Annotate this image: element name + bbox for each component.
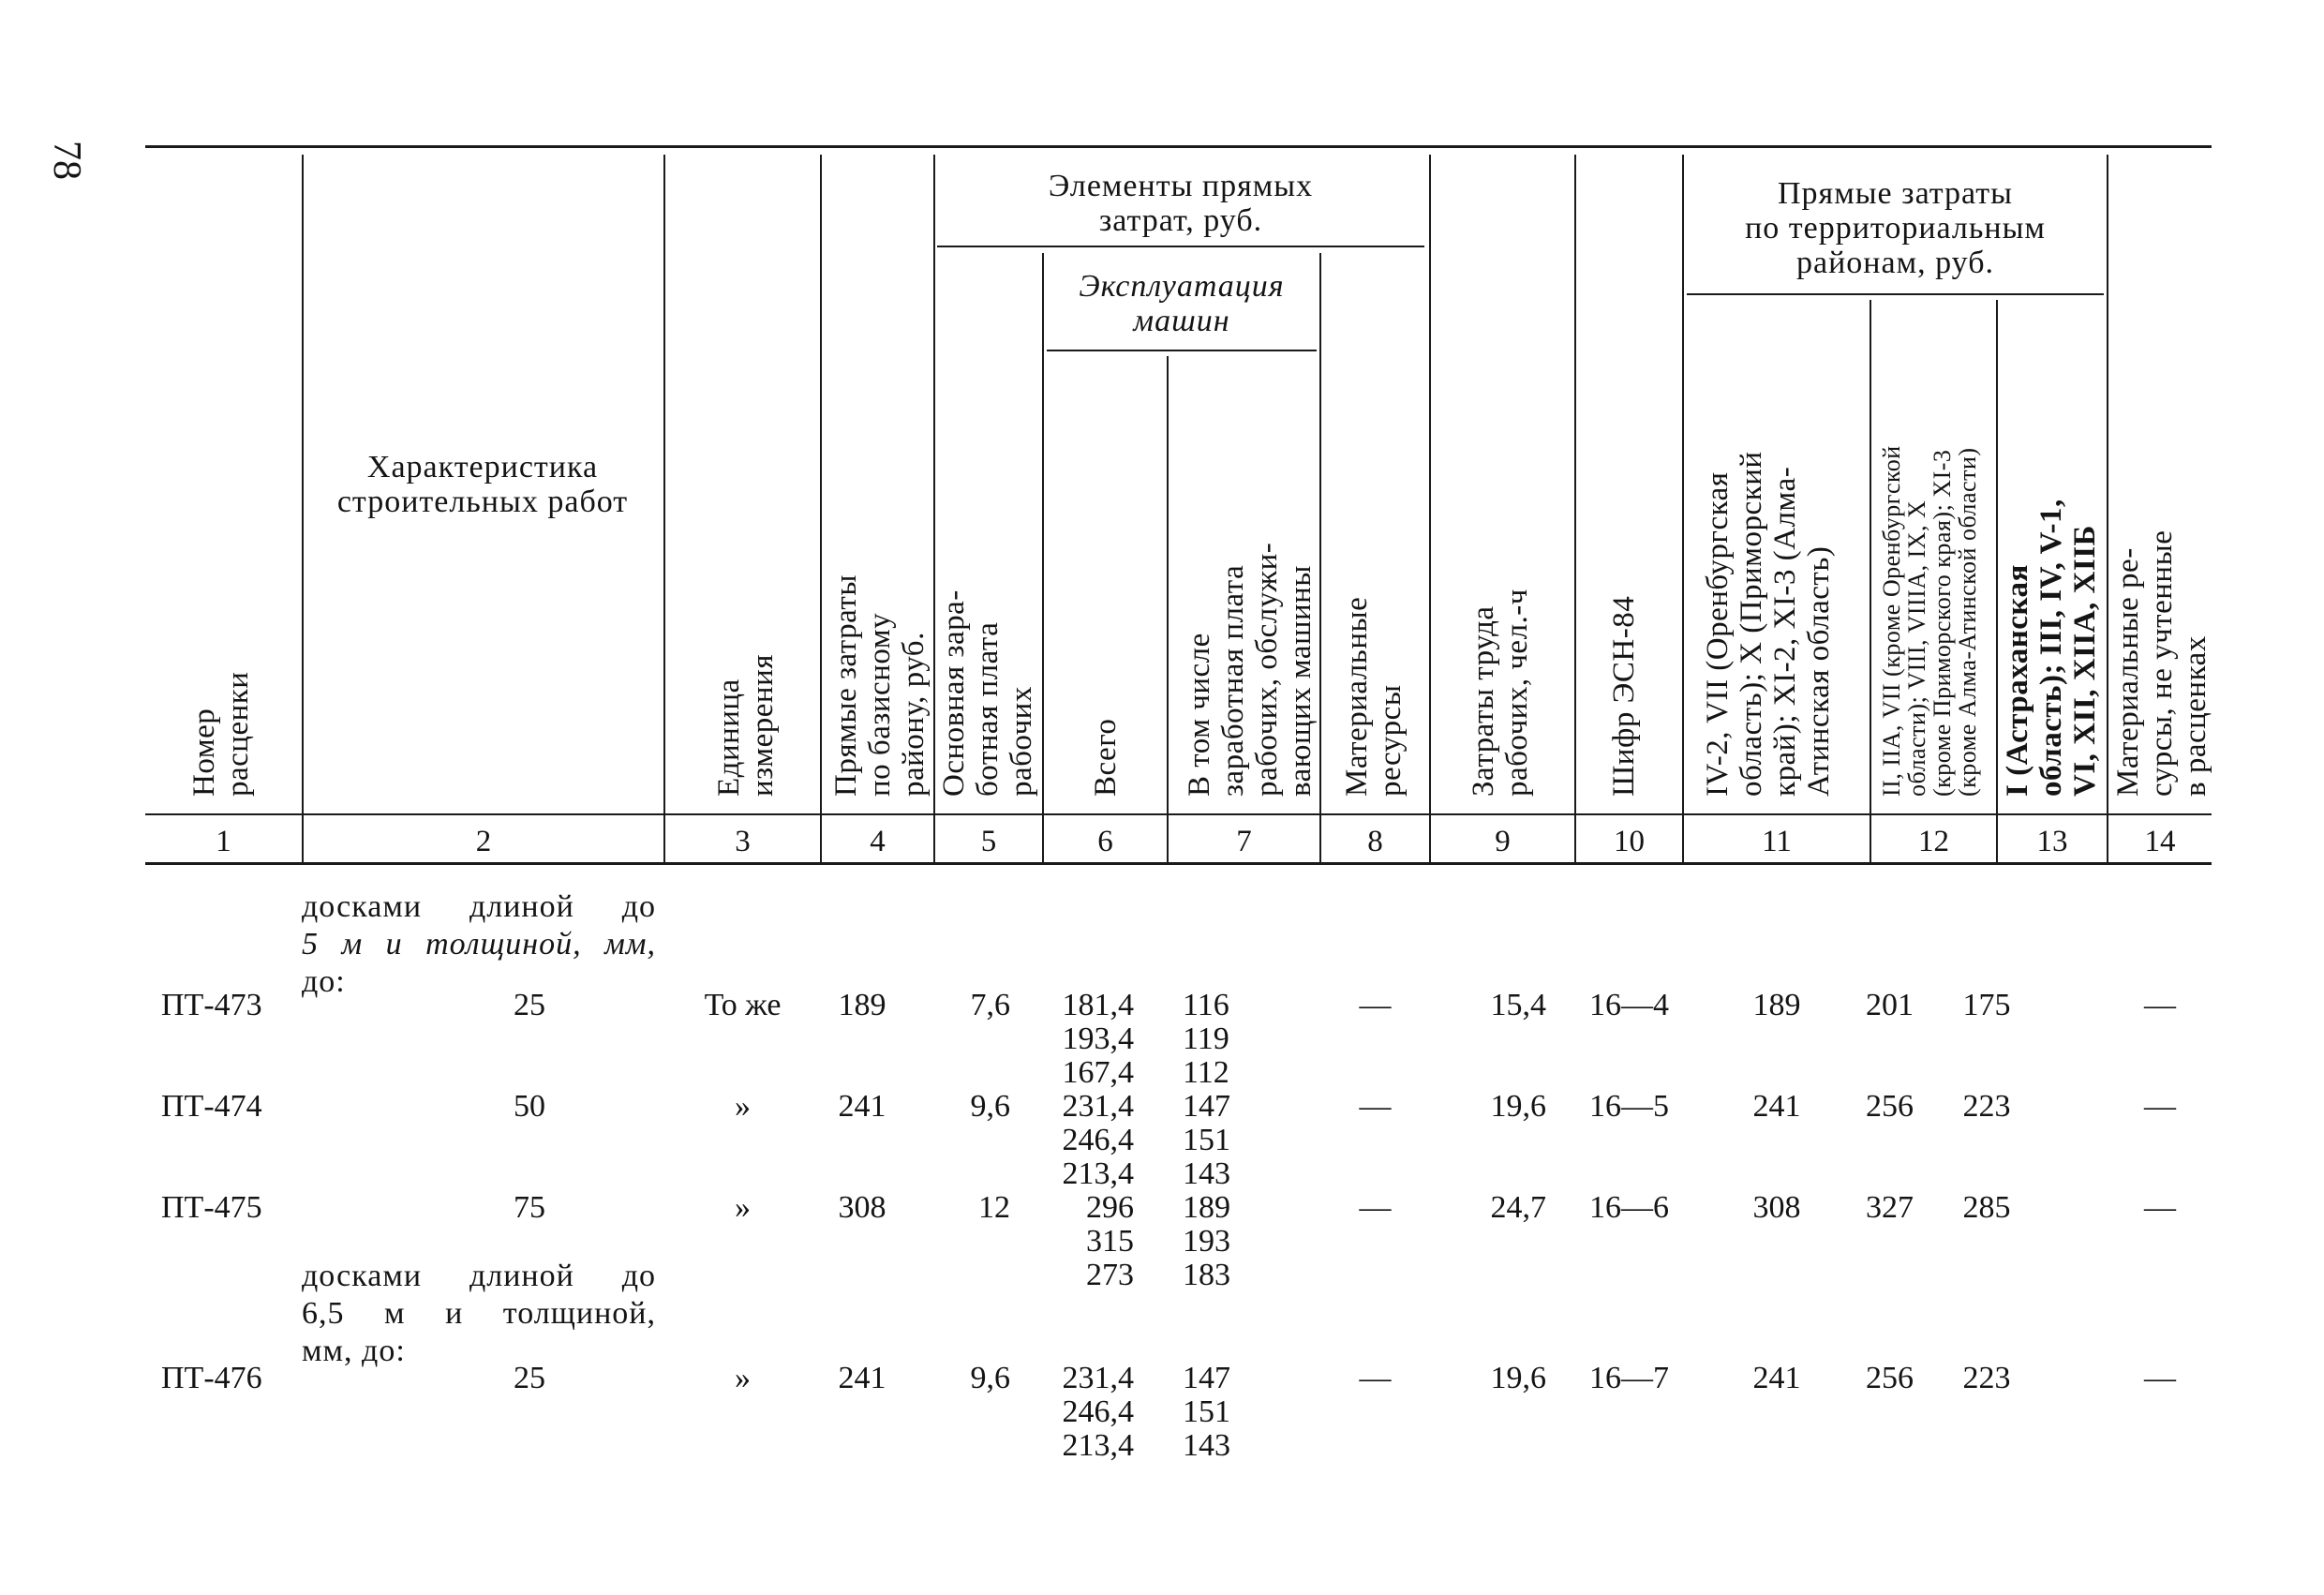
col-divider [1574, 155, 1576, 862]
column-number: 2 [475, 825, 492, 858]
machine-wage: 151 [1183, 1394, 1230, 1429]
rate-code: ПТ-473 [161, 988, 262, 1022]
labor-cost: 19,6 [1490, 1361, 1546, 1395]
base-wage: 9,6 [970, 1361, 1010, 1395]
subheading: досками длиной до 5 м и толщиной, мм, до: [302, 889, 656, 999]
col-divider [302, 155, 304, 862]
direct-cost-base: 308 [838, 1190, 886, 1225]
header-exploitation-group: Эксплуатация машин [1079, 269, 1285, 338]
header-col-1: Номер расценки [187, 671, 255, 797]
col-divider [1319, 253, 1321, 862]
column-number: 13 [2036, 825, 2068, 858]
labor-cost: 19,6 [1490, 1089, 1546, 1124]
machine-total: 231,4 [1062, 1089, 1134, 1124]
column-number: 11 [1762, 825, 1792, 858]
direct-cost-base: 189 [838, 988, 886, 1022]
col-divider [663, 155, 665, 862]
column-number: 9 [1495, 825, 1511, 858]
header-col-5: Основная зара- ботная плата рабочих [937, 589, 1038, 797]
rate-code: ПТ-476 [161, 1361, 262, 1395]
esn-cipher: 16—6 [1589, 1190, 1669, 1225]
territorial-cost-13: 223 [1962, 1089, 2011, 1124]
col-divider [820, 155, 822, 862]
base-wage: 12 [978, 1190, 1010, 1225]
col-divider [1042, 253, 1044, 862]
machine-wage: 116 [1183, 988, 1229, 1022]
unit-of-measure: То же [704, 988, 782, 1022]
header-col-12: II, IIA, VII (кроме Оренбургской области); VIII, VIIIA, IX, X (кроме Приморского края); XI-3 (кроме Алма-Атинской области) [1878, 445, 1981, 797]
header-col-10: Шифр ЭСН-84 [1607, 595, 1641, 797]
material-resources: — [1359, 1361, 1392, 1395]
unaccounted-materials: — [2144, 1361, 2176, 1395]
exploitation-group-rule [1047, 350, 1317, 351]
unit-of-measure: » [735, 1190, 751, 1225]
header-col-8: Материальные ресурсы [1340, 596, 1408, 797]
labor-cost: 15,4 [1490, 988, 1546, 1022]
material-resources: — [1359, 1089, 1392, 1124]
base-wage: 9,6 [970, 1089, 1010, 1124]
col-divider [1996, 300, 1998, 862]
header-col-13: I (Астраханская область); III, IV, V-1, VI, XII, XIIA, XIIБ [2001, 499, 2102, 797]
header-col-3: Единица измерения [712, 654, 780, 797]
material-resources: — [1359, 988, 1392, 1022]
territorial-cost-12: 256 [1866, 1089, 1914, 1124]
direct-cost-base: 241 [838, 1361, 886, 1395]
territorial-cost-12: 327 [1866, 1190, 1914, 1225]
header-territorial-group: Прямые затраты по территориальным районам, руб. [1745, 176, 2046, 280]
machine-total: 213,4 [1062, 1428, 1134, 1463]
col-divider [1429, 155, 1431, 862]
machine-wage: 119 [1183, 1021, 1229, 1056]
machine-wage: 143 [1183, 1156, 1230, 1191]
machine-total: 296 [1086, 1190, 1134, 1225]
header-col-9: Затраты труда рабочих, чел.-ч [1467, 589, 1534, 797]
header-col-11: IV-2, VII (Оренбургская область); X (Приморский край); XI-2, XI-3 (Алма- Атинская область) [1701, 451, 1836, 797]
column-number: 6 [1097, 825, 1113, 858]
column-number: 8 [1367, 825, 1383, 858]
machine-total: 181,4 [1062, 988, 1134, 1022]
board-thickness: 25 [514, 988, 545, 1022]
rate-code: ПТ-475 [161, 1190, 262, 1225]
machine-wage: 147 [1183, 1361, 1230, 1395]
subheading: досками длиной до 6,5 м и толщиной, мм, до: [302, 1259, 656, 1368]
machine-total: 273 [1086, 1258, 1134, 1292]
machine-total: 193,4 [1062, 1021, 1134, 1056]
machine-total: 246,4 [1062, 1123, 1134, 1157]
board-thickness: 25 [514, 1361, 545, 1395]
direct-cost-base: 241 [838, 1089, 886, 1124]
machine-wage: 143 [1183, 1428, 1230, 1463]
material-resources: — [1359, 1190, 1392, 1225]
territorial-cost-11: 241 [1752, 1089, 1801, 1124]
header-col-14: Материальные ре- сурсы, не учтенные в расценках [2111, 529, 2212, 797]
column-number: 7 [1236, 825, 1252, 858]
col-divider [1167, 356, 1169, 862]
board-thickness: 50 [514, 1089, 545, 1124]
machine-total: 213,4 [1062, 1156, 1134, 1191]
labor-cost: 24,7 [1490, 1190, 1546, 1225]
col-divider [2107, 155, 2108, 862]
column-number: 12 [1918, 825, 1949, 858]
unit-of-measure: » [735, 1089, 751, 1124]
header-elements-group: Элементы прямых затрат, руб. [1048, 169, 1314, 238]
machine-wage: 189 [1183, 1190, 1230, 1225]
header-col-4: Прямые затраты по базисному району, руб. [829, 574, 931, 797]
unaccounted-materials: — [2144, 1089, 2176, 1124]
esn-cipher: 16—7 [1589, 1361, 1669, 1395]
unit-of-measure: » [735, 1361, 751, 1395]
header-col-6: Всего [1089, 718, 1123, 797]
machine-wage: 151 [1183, 1123, 1230, 1157]
column-number: 3 [735, 825, 751, 858]
column-number: 10 [1614, 825, 1645, 858]
rate-code: ПТ-474 [161, 1089, 262, 1124]
col-divider [933, 155, 935, 862]
machine-wage: 193 [1183, 1224, 1230, 1259]
territorial-cost-12: 201 [1866, 988, 1914, 1022]
machine-total: 315 [1086, 1224, 1134, 1259]
machine-wage: 147 [1183, 1089, 1230, 1124]
col-divider [1682, 155, 1684, 862]
esn-cipher: 16—4 [1589, 988, 1669, 1022]
col-divider [1870, 300, 1871, 862]
machine-wage: 183 [1183, 1258, 1230, 1292]
territorial-cost-13: 175 [1962, 988, 2011, 1022]
header-col-7: В том числе заработная плата рабочих, обслужи- вающих машины [1183, 542, 1318, 797]
column-number: 4 [870, 825, 886, 858]
territorial-cost-11: 241 [1752, 1361, 1801, 1395]
unaccounted-materials: — [2144, 988, 2176, 1022]
territorial-cost-13: 223 [1962, 1361, 2011, 1395]
header-col-2: Характеристика строительных работ [336, 450, 629, 519]
board-thickness: 75 [514, 1190, 545, 1225]
territorial-cost-13: 285 [1962, 1190, 2011, 1225]
numbers-bottom-rule [145, 862, 2212, 865]
machine-total: 246,4 [1062, 1394, 1134, 1429]
header-bottom-rule [145, 813, 2212, 815]
machine-total: 167,4 [1062, 1055, 1134, 1090]
machine-total: 231,4 [1062, 1361, 1134, 1395]
territorial-group-rule [1687, 293, 2104, 295]
base-wage: 7,6 [970, 988, 1010, 1022]
territorial-cost-11: 189 [1752, 988, 1801, 1022]
top-rule [145, 145, 2212, 148]
column-number: 14 [2144, 825, 2176, 858]
unaccounted-materials: — [2144, 1190, 2176, 1225]
esn-cipher: 16—5 [1589, 1089, 1669, 1124]
column-number: 5 [980, 825, 997, 858]
page-number: 78 [45, 141, 88, 180]
elements-group-rule [937, 246, 1424, 247]
column-number: 1 [216, 825, 231, 858]
territorial-cost-12: 256 [1866, 1361, 1914, 1395]
machine-wage: 112 [1183, 1055, 1229, 1090]
territorial-cost-11: 308 [1752, 1190, 1801, 1225]
